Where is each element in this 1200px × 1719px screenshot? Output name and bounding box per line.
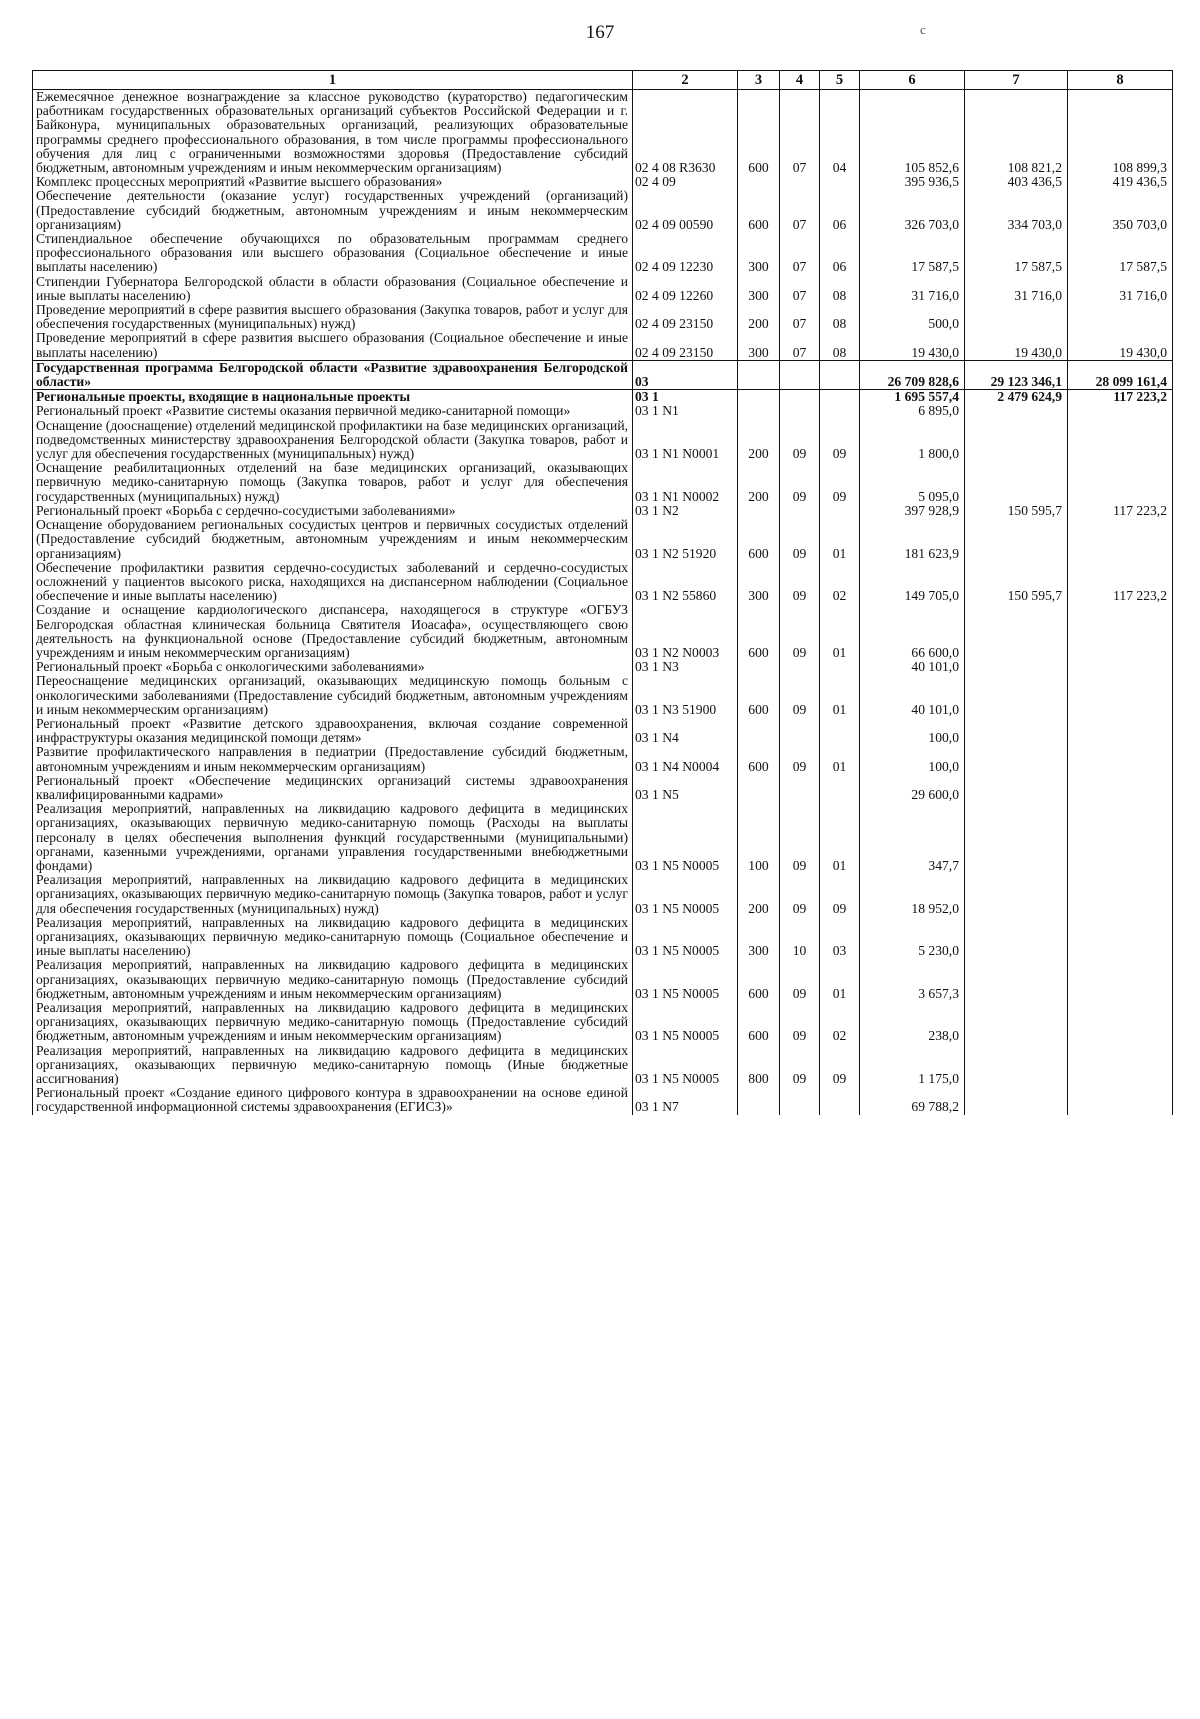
column-header: 2 — [633, 71, 738, 90]
table-row — [33, 175, 1173, 189]
row-amount-col8: 117 223,2 — [1068, 561, 1173, 604]
column-header: 6 — [860, 71, 965, 90]
row-code: 02 4 09 12260 — [633, 275, 738, 303]
row-expense-type: 200 — [738, 461, 780, 504]
budget-table-container — [32, 70, 1172, 1115]
row-expense-type — [738, 660, 780, 674]
budget-table — [32, 70, 1173, 1115]
row-expense-type: 600 — [738, 518, 780, 561]
table-row — [33, 603, 1173, 660]
row-expense-type: 600 — [738, 958, 780, 1001]
row-amount-col6: 19 430,0 — [860, 331, 965, 360]
table-row — [33, 461, 1173, 504]
row-name: Оснащение реабилитационных отделений на базе медицинских организаций, оказывающих первичную медико-санитарную помощь (Закупка товаров, работ и услуг для обеспечения государственных (муниципальных) нужд) — [33, 461, 633, 504]
row-code: 03 1 N5 N0005 — [633, 916, 738, 959]
row-code: 03 1 N2 — [633, 504, 738, 518]
row-name: Региональный проект «Развитие детского здравоохранения, включая создание современной инфраструктуры оказания медицинской помощи детям» — [33, 717, 633, 745]
row-section — [780, 175, 820, 189]
row-amount-col8 — [1068, 419, 1173, 462]
row-section — [780, 504, 820, 518]
row-amount-col6: 5 230,0 — [860, 916, 965, 959]
row-amount-col7 — [965, 603, 1068, 660]
row-expense-type — [738, 504, 780, 518]
row-name: Комплекс процессных мероприятий «Развитие высшего образования» — [33, 175, 633, 189]
row-amount-col8 — [1068, 404, 1173, 418]
row-amount-col8: 28 099 161,4 — [1068, 360, 1173, 389]
row-expense-type: 300 — [738, 561, 780, 604]
row-amount-col8: 108 899,3 — [1068, 90, 1173, 176]
row-name: Региональный проект «Обеспечение медицинских организаций системы здравоохранения квалифицированными кадрами» — [33, 774, 633, 802]
row-amount-col7 — [965, 1086, 1068, 1114]
row-name: Обеспечение деятельности (оказание услуг) государственных учреждений (организаций) (Предоставление субсидий бюджетным, автономным учреждениям и иным некоммерческим организациям) — [33, 189, 633, 232]
table-row — [33, 1086, 1173, 1114]
row-amount-col8: 17 587,5 — [1068, 232, 1173, 275]
row-expense-type: 300 — [738, 916, 780, 959]
row-amount-col7 — [965, 419, 1068, 462]
row-subsection: 03 — [820, 916, 860, 959]
row-section: 09 — [780, 1001, 820, 1044]
row-subsection: 09 — [820, 419, 860, 462]
table-row — [33, 561, 1173, 604]
row-name: Региональные проекты, входящие в национальные проекты — [33, 390, 633, 405]
row-name: Реализация мероприятий, направленных на ликвидацию кадрового дефицита в медицинских организациях, оказывающих первичную медико-санитарную помощь (Предоставление субсидий бюджетным, автономным учреждениям и иным некоммерческим организациям) — [33, 958, 633, 1001]
row-amount-col6: 3 657,3 — [860, 958, 965, 1001]
table-row — [33, 360, 1173, 389]
table-row — [33, 419, 1173, 462]
row-expense-type: 200 — [738, 419, 780, 462]
row-code: 03 1 N2 51920 — [633, 518, 738, 561]
table-row — [33, 873, 1173, 916]
row-amount-col7 — [965, 303, 1068, 331]
page-number: 167 — [585, 22, 615, 43]
row-amount-col8 — [1068, 461, 1173, 504]
table-row — [33, 232, 1173, 275]
row-section: 10 — [780, 916, 820, 959]
row-amount-col7 — [965, 958, 1068, 1001]
table-row — [33, 504, 1173, 518]
row-amount-col8 — [1068, 958, 1173, 1001]
row-section: 07 — [780, 275, 820, 303]
row-section — [780, 660, 820, 674]
row-amount-col7: 29 123 346,1 — [965, 360, 1068, 389]
table-row — [33, 404, 1173, 418]
row-amount-col7 — [965, 802, 1068, 873]
row-section: 09 — [780, 1044, 820, 1087]
row-expense-type — [738, 360, 780, 389]
row-code: 03 1 N5 N0005 — [633, 802, 738, 873]
row-subsection — [820, 404, 860, 418]
column-header: 1 — [33, 71, 633, 90]
row-amount-col8: 117 223,2 — [1068, 390, 1173, 405]
row-code: 03 1 N5 N0005 — [633, 958, 738, 1001]
row-amount-col6: 149 705,0 — [860, 561, 965, 604]
row-section: 09 — [780, 603, 820, 660]
row-subsection — [820, 360, 860, 389]
table-row — [33, 958, 1173, 1001]
row-subsection: 01 — [820, 745, 860, 773]
row-section: 07 — [780, 232, 820, 275]
row-subsection: 06 — [820, 189, 860, 232]
row-code: 03 1 N1 N0002 — [633, 461, 738, 504]
row-subsection — [820, 660, 860, 674]
row-section — [780, 1086, 820, 1114]
row-subsection: 01 — [820, 674, 860, 717]
row-amount-col6: 100,0 — [860, 717, 965, 745]
row-subsection: 08 — [820, 331, 860, 360]
row-amount-col8 — [1068, 1044, 1173, 1087]
row-name: Обеспечение профилактики развития сердечно-сосудистых заболеваний и сердечно-сосудистых осложнений у пациентов высокого риска, находящихся на диспансерном наблюдении (Социальное обеспечение и иные выплаты населению) — [33, 561, 633, 604]
row-amount-col6: 18 952,0 — [860, 873, 965, 916]
row-amount-col6: 17 587,5 — [860, 232, 965, 275]
row-code: 03 1 N2 N0003 — [633, 603, 738, 660]
row-amount-col6: 26 709 828,6 — [860, 360, 965, 389]
column-header: 3 — [738, 71, 780, 90]
row-amount-col8: 19 430,0 — [1068, 331, 1173, 360]
row-section: 07 — [780, 189, 820, 232]
row-subsection: 01 — [820, 603, 860, 660]
row-amount-col7 — [965, 674, 1068, 717]
table-row — [33, 390, 1173, 405]
row-section: 09 — [780, 561, 820, 604]
row-amount-col6: 69 788,2 — [860, 1086, 965, 1114]
row-expense-type: 600 — [738, 603, 780, 660]
row-amount-col6: 238,0 — [860, 1001, 965, 1044]
row-name: Реализация мероприятий, направленных на ликвидацию кадрового дефицита в медицинских организациях, оказывающих первичную медико-санитарную помощь (Закупка товаров, работ и услуг для обеспечения государственных (муниципальных) нужд) — [33, 873, 633, 916]
column-header: 7 — [965, 71, 1068, 90]
row-name: Реализация мероприятий, направленных на ликвидацию кадрового дефицита в медицинских организациях, оказывающих первичную медико-санитарную помощь (Иные бюджетные ассигнования) — [33, 1044, 633, 1087]
row-section — [780, 360, 820, 389]
table-row — [33, 275, 1173, 303]
row-subsection: 04 — [820, 90, 860, 176]
row-amount-col6: 6 895,0 — [860, 404, 965, 418]
row-code: 03 1 N1 N0001 — [633, 419, 738, 462]
corner-mark: с — [920, 22, 926, 37]
row-amount-col6: 100,0 — [860, 745, 965, 773]
row-subsection: 02 — [820, 1001, 860, 1044]
row-amount-col7 — [965, 916, 1068, 959]
column-header: 4 — [780, 71, 820, 90]
table-row — [33, 189, 1173, 232]
table-row — [33, 674, 1173, 717]
row-section — [780, 774, 820, 802]
row-amount-col6: 5 095,0 — [860, 461, 965, 504]
row-amount-col6: 66 600,0 — [860, 603, 965, 660]
row-amount-col8 — [1068, 774, 1173, 802]
row-amount-col7: 31 716,0 — [965, 275, 1068, 303]
row-name: Оснащение оборудованием региональных сосудистых центров и первичных сосудистых отделений (Предоставление субсидий бюджетным, автономным учреждениям и иным некоммерческим организациям) — [33, 518, 633, 561]
row-subsection: 01 — [820, 518, 860, 561]
table-row — [33, 90, 1173, 176]
row-code: 02 4 08 R3630 — [633, 90, 738, 176]
row-code: 03 1 N3 51900 — [633, 674, 738, 717]
row-name: Стипендиальное обеспечение обучающихся по образовательным программам среднего профессионального образования или высшего образования (Социальное обеспечение и иные выплаты населению) — [33, 232, 633, 275]
row-expense-type: 600 — [738, 90, 780, 176]
row-code: 03 — [633, 360, 738, 389]
row-expense-type: 300 — [738, 232, 780, 275]
row-amount-col7: 150 595,7 — [965, 561, 1068, 604]
row-expense-type: 600 — [738, 745, 780, 773]
row-expense-type — [738, 404, 780, 418]
row-amount-col6: 397 928,9 — [860, 504, 965, 518]
row-amount-col7: 403 436,5 — [965, 175, 1068, 189]
row-amount-col7 — [965, 461, 1068, 504]
row-amount-col8: 31 716,0 — [1068, 275, 1173, 303]
table-body — [33, 90, 1173, 1115]
table-row — [33, 802, 1173, 873]
row-subsection: 01 — [820, 958, 860, 1001]
table-row — [33, 660, 1173, 674]
row-code: 03 1 N5 N0005 — [633, 1044, 738, 1087]
row-amount-col6: 347,7 — [860, 802, 965, 873]
table-row — [33, 303, 1173, 331]
row-subsection — [820, 175, 860, 189]
row-expense-type: 300 — [738, 275, 780, 303]
row-expense-type: 200 — [738, 303, 780, 331]
row-name: Проведение мероприятий в сфере развития высшего образования (Закупка товаров, работ и услуг для обеспечения государственных (муниципальных) нужд) — [33, 303, 633, 331]
table-row — [33, 518, 1173, 561]
row-name: Развитие профилактического направления в педиатрии (Предоставление субсидий бюджетным, автономным учреждениям и иным некоммерческим организациям) — [33, 745, 633, 773]
row-amount-col6: 395 936,5 — [860, 175, 965, 189]
row-amount-col8 — [1068, 303, 1173, 331]
row-amount-col7 — [965, 404, 1068, 418]
row-subsection: 08 — [820, 275, 860, 303]
row-expense-type — [738, 390, 780, 405]
row-name: Региональный проект «Создание единого цифрового контура в здравоохранении на основе единой государственной информационной системы здравоохранения (ЕГИСЗ)» — [33, 1086, 633, 1114]
row-amount-col6: 500,0 — [860, 303, 965, 331]
row-section: 07 — [780, 90, 820, 176]
row-amount-col7 — [965, 717, 1068, 745]
table-row — [33, 717, 1173, 745]
row-expense-type — [738, 1086, 780, 1114]
row-section: 09 — [780, 461, 820, 504]
row-name: Региональный проект «Развитие системы оказания первичной медико-санитарной помощи» — [33, 404, 633, 418]
row-expense-type — [738, 774, 780, 802]
column-header: 5 — [820, 71, 860, 90]
row-subsection: 02 — [820, 561, 860, 604]
row-expense-type: 600 — [738, 189, 780, 232]
row-amount-col8 — [1068, 745, 1173, 773]
table-row — [33, 916, 1173, 959]
row-section — [780, 390, 820, 405]
row-amount-col7: 2 479 624,9 — [965, 390, 1068, 405]
row-code: 02 4 09 00590 — [633, 189, 738, 232]
row-amount-col7 — [965, 1044, 1068, 1087]
row-subsection: 08 — [820, 303, 860, 331]
row-amount-col7 — [965, 774, 1068, 802]
row-code: 02 4 09 23150 — [633, 331, 738, 360]
row-amount-col7: 19 430,0 — [965, 331, 1068, 360]
row-name: Государственная программа Белгородской области «Развитие здравоохранения Белгородской области» — [33, 360, 633, 389]
row-code: 02 4 09 12230 — [633, 232, 738, 275]
row-amount-col7 — [965, 660, 1068, 674]
row-amount-col6: 29 600,0 — [860, 774, 965, 802]
row-expense-type: 800 — [738, 1044, 780, 1087]
row-amount-col8: 350 703,0 — [1068, 189, 1173, 232]
row-section: 09 — [780, 873, 820, 916]
row-code: 03 1 N3 — [633, 660, 738, 674]
row-code: 03 1 — [633, 390, 738, 405]
row-name: Создание и оснащение кардиологического диспансера, находящегося в структуре «ОГБУЗ Белгородская областная клиническая больница Святителя Иоасафа», осуществляющего свою деятельность на функциональной основе (Предоставление субсидий бюджетным, автономным учреждениям и иным некоммерческим организациям) — [33, 603, 633, 660]
row-section — [780, 404, 820, 418]
row-subsection — [820, 1086, 860, 1114]
row-subsection — [820, 774, 860, 802]
row-amount-col8: 117 223,2 — [1068, 504, 1173, 518]
row-subsection — [820, 717, 860, 745]
row-name: Стипендии Губернатора Белгородской области в области образования (Социальное обеспечение и иные выплаты населению) — [33, 275, 633, 303]
row-code: 03 1 N4 — [633, 717, 738, 745]
row-section: 09 — [780, 419, 820, 462]
row-expense-type: 600 — [738, 1001, 780, 1044]
row-expense-type — [738, 717, 780, 745]
row-amount-col6: 181 623,9 — [860, 518, 965, 561]
row-expense-type: 200 — [738, 873, 780, 916]
table-row — [33, 1044, 1173, 1087]
table-row — [33, 745, 1173, 773]
row-expense-type: 100 — [738, 802, 780, 873]
row-amount-col7 — [965, 873, 1068, 916]
row-name: Реализация мероприятий, направленных на ликвидацию кадрового дефицита в медицинских организациях, оказывающих первичную медико-санитарную помощь (Социальное обеспечение и иные выплаты населению) — [33, 916, 633, 959]
row-amount-col8 — [1068, 660, 1173, 674]
row-amount-col8 — [1068, 1001, 1173, 1044]
row-name: Реализация мероприятий, направленных на ликвидацию кадрового дефицита в медицинских организациях, оказывающих первичную медико-санитарную помощь (Предоставление субсидий бюджетным, автономным учреждениям и иным некоммерческим организациям) — [33, 1001, 633, 1044]
row-subsection: 09 — [820, 873, 860, 916]
row-code: 03 1 N7 — [633, 1086, 738, 1114]
row-amount-col7 — [965, 1001, 1068, 1044]
row-section: 09 — [780, 802, 820, 873]
row-subsection: 09 — [820, 461, 860, 504]
row-section: 09 — [780, 674, 820, 717]
row-code: 03 1 N1 — [633, 404, 738, 418]
row-amount-col6: 31 716,0 — [860, 275, 965, 303]
row-amount-col6: 1 175,0 — [860, 1044, 965, 1087]
table-row — [33, 1001, 1173, 1044]
row-name: Ежемесячное денежное вознаграждение за классное руководство (кураторство) педагогическим работникам государственных образовательных организаций субъектов Российской Федерации и г. Байконура, муниципальных образовательных организаций, реализующих образовательные программы среднего профессионального образования, в том числе программы профессионального обучения для лиц с ограниченными возможностями здоровья (Предоставление субсидий бюджетным, автономным учреждениям и иным некоммерческим организациям) — [33, 90, 633, 176]
row-amount-col7: 17 587,5 — [965, 232, 1068, 275]
row-amount-col7: 150 595,7 — [965, 504, 1068, 518]
row-name: Оснащение (дооснащение) отделений медицинской профилактики на базе медицинских организаций, подведомственных министерству здравоохранения Белгородской области (Закупка товаров, работ и услуг для обеспечения государственных (муниципальных) нужд) — [33, 419, 633, 462]
row-section: 09 — [780, 958, 820, 1001]
row-name: Проведение мероприятий в сфере развития высшего образования (Социальное обеспечение и иные выплаты населению) — [33, 331, 633, 360]
row-amount-col8 — [1068, 674, 1173, 717]
row-amount-col7 — [965, 518, 1068, 561]
row-section: 09 — [780, 745, 820, 773]
row-expense-type: 300 — [738, 331, 780, 360]
row-amount-col7: 334 703,0 — [965, 189, 1068, 232]
row-amount-col6: 1 695 557,4 — [860, 390, 965, 405]
row-section: 09 — [780, 518, 820, 561]
row-section: 07 — [780, 331, 820, 360]
row-subsection — [820, 390, 860, 405]
row-expense-type: 600 — [738, 674, 780, 717]
row-subsection: 09 — [820, 1044, 860, 1087]
row-amount-col6: 105 852,6 — [860, 90, 965, 176]
row-amount-col8 — [1068, 518, 1173, 561]
row-code: 03 1 N5 — [633, 774, 738, 802]
row-name: Региональный проект «Борьба с сердечно-сосудистыми заболеваниями» — [33, 504, 633, 518]
row-code: 03 1 N5 N0005 — [633, 873, 738, 916]
row-amount-col8 — [1068, 603, 1173, 660]
row-amount-col8 — [1068, 1086, 1173, 1114]
row-amount-col6: 40 101,0 — [860, 660, 965, 674]
row-code: 03 1 N5 N0005 — [633, 1001, 738, 1044]
row-subsection: 01 — [820, 802, 860, 873]
row-amount-col8 — [1068, 916, 1173, 959]
row-amount-col6: 326 703,0 — [860, 189, 965, 232]
table-row — [33, 331, 1173, 360]
row-name: Реализация мероприятий, направленных на ликвидацию кадрового дефицита в медицинских организациях, оказывающих первичную медико-санитарную помощь (Расходы на выплаты персоналу в целях обеспечения выполнения функций государственными (муниципальными) органами, казенными учреждениями, органами управления государственными внебюджетными фондами) — [33, 802, 633, 873]
row-section — [780, 717, 820, 745]
row-amount-col6: 1 800,0 — [860, 419, 965, 462]
row-amount-col6: 40 101,0 — [860, 674, 965, 717]
row-amount-col8 — [1068, 802, 1173, 873]
column-number-header — [33, 71, 1173, 90]
row-subsection: 06 — [820, 232, 860, 275]
row-amount-col8 — [1068, 717, 1173, 745]
row-code: 02 4 09 — [633, 175, 738, 189]
row-amount-col8: 419 436,5 — [1068, 175, 1173, 189]
row-section: 07 — [780, 303, 820, 331]
row-code: 03 1 N4 N0004 — [633, 745, 738, 773]
row-name: Региональный проект «Борьба с онкологическими заболеваниями» — [33, 660, 633, 674]
row-expense-type — [738, 175, 780, 189]
column-header: 8 — [1068, 71, 1173, 90]
table-row — [33, 774, 1173, 802]
row-amount-col7: 108 821,2 — [965, 90, 1068, 176]
row-subsection — [820, 504, 860, 518]
row-name: Переоснащение медицинских организаций, оказывающих медицинскую помощь больным с онкологическими заболеваниями (Предоставление субсидий бюджетным, автономным учреждениям и иным некоммерческим организациям) — [33, 674, 633, 717]
row-amount-col7 — [965, 745, 1068, 773]
row-amount-col8 — [1068, 873, 1173, 916]
row-code: 03 1 N2 55860 — [633, 561, 738, 604]
row-code: 02 4 09 23150 — [633, 303, 738, 331]
